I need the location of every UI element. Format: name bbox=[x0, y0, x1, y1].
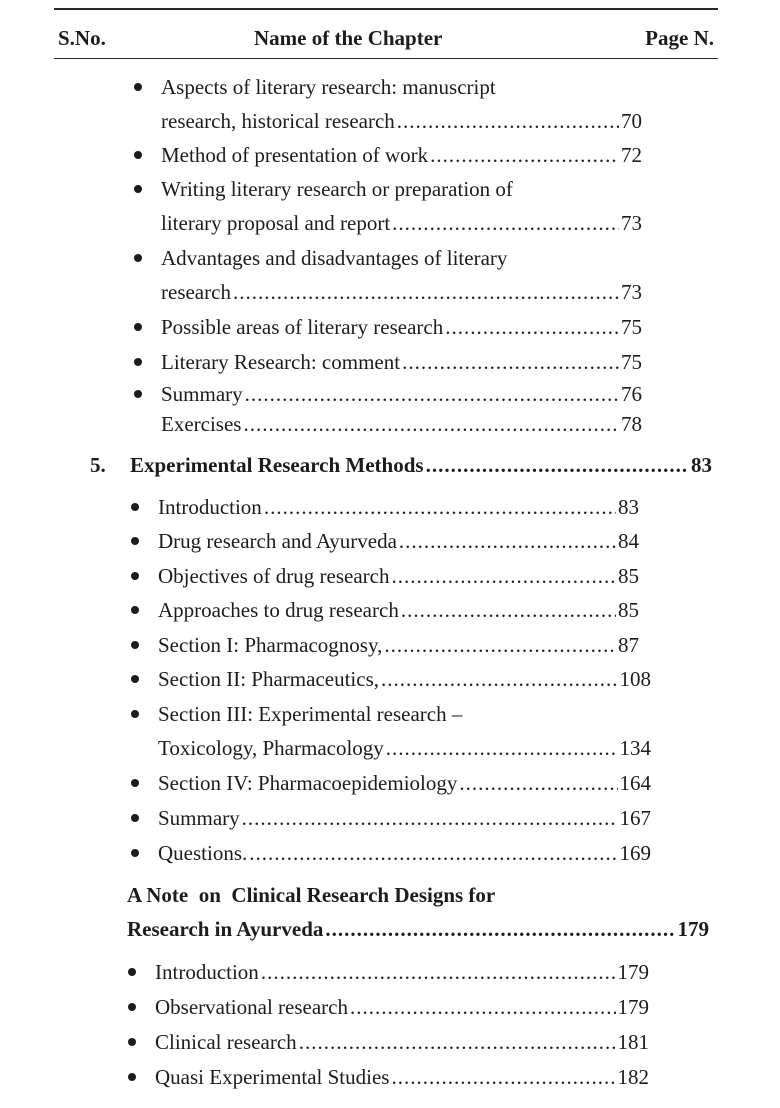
toc-entry: Questions. ..... 169 bbox=[158, 837, 651, 869]
toc-entry-line: Aspects of literary research: manuscript bbox=[161, 75, 496, 99]
chapter-number: 5. bbox=[90, 453, 106, 477]
bullet-icon bbox=[134, 185, 142, 193]
toc-entry: Clinical research ..... 181 bbox=[155, 1026, 649, 1058]
toc-entry: Method of presentation of work ..... 72 bbox=[161, 139, 642, 171]
bullet-icon bbox=[131, 710, 139, 718]
bullet-icon bbox=[131, 779, 139, 787]
toc-entry: Section I: Pharmacognosy, ..... 87 bbox=[158, 629, 639, 661]
bullet-icon bbox=[131, 503, 139, 511]
bullet-icon bbox=[131, 675, 139, 683]
toc-entry: research ..... 73 bbox=[161, 276, 642, 308]
bullet-icon bbox=[128, 968, 136, 976]
toc-entry: Introduction ..... 179 bbox=[155, 956, 649, 988]
bullet-icon bbox=[134, 323, 142, 331]
toc-entry-line: Writing literary research or preparation of bbox=[161, 177, 513, 201]
toc-entry: Objectives of drug research ..... 85 bbox=[158, 560, 639, 592]
toc-entry: Exercises ..... 78 bbox=[161, 408, 642, 440]
toc-entry: Summary ..... 167 bbox=[158, 802, 651, 834]
toc-entry: Drug research and Ayurveda ..... 84 bbox=[158, 525, 639, 557]
toc-entry: Section IV: Pharmacoepidemiology ..... 164 bbox=[158, 767, 651, 799]
bullet-icon bbox=[128, 1003, 136, 1011]
toc-entry: Possible areas of literary research ..... 75 bbox=[161, 311, 642, 343]
toc-entry: Section II: Pharmaceutics, ..... 108 bbox=[158, 663, 651, 695]
bullet-icon bbox=[128, 1038, 136, 1046]
toc-entry-line: Advantages and disadvantages of literary bbox=[161, 246, 508, 270]
note-title: Research in Ayurveda ..... 179 bbox=[127, 913, 709, 945]
toc-entry: research, historical research ..... 70 bbox=[161, 105, 642, 137]
header-sno: S.No. bbox=[58, 26, 106, 50]
header-page: Page N. bbox=[645, 26, 714, 50]
bullet-icon bbox=[131, 641, 139, 649]
bullet-icon bbox=[131, 814, 139, 822]
bullet-icon bbox=[134, 83, 142, 91]
bullet-icon bbox=[134, 358, 142, 366]
bullet-icon bbox=[134, 254, 142, 262]
toc-entry: Introduction ..... 83 bbox=[158, 491, 639, 523]
toc-entry: Toxicology, Pharmacology ..... 134 bbox=[158, 732, 651, 764]
header-rule bbox=[54, 58, 718, 59]
toc-entry-line: Section III: Experimental research – bbox=[158, 702, 463, 726]
bullet-icon bbox=[131, 606, 139, 614]
bullet-icon bbox=[134, 151, 142, 159]
toc-entry: Summary ..... 76 bbox=[161, 378, 642, 410]
toc-entry: Approaches to drug research ..... 85 bbox=[158, 594, 639, 626]
toc-entry: Observational research ..... 179 bbox=[155, 991, 649, 1023]
chapter-title: Experimental Research Methods ..... 83 bbox=[130, 449, 712, 481]
bullet-icon bbox=[134, 390, 142, 398]
toc-entry: Literary Research: comment ..... 75 bbox=[161, 346, 642, 378]
toc-header bbox=[54, 26, 718, 54]
top-rule bbox=[54, 8, 718, 10]
bullet-icon bbox=[131, 537, 139, 545]
header-chapter-name: Name of the Chapter bbox=[254, 26, 443, 50]
toc-entry: Quasi Experimental Studies ..... 182 bbox=[155, 1061, 649, 1093]
note-title-line1: A Note on Clinical Research Designs for bbox=[127, 883, 496, 907]
toc-entry: literary proposal and report ..... 73 bbox=[161, 207, 642, 239]
bullet-icon bbox=[131, 849, 139, 857]
bullet-icon bbox=[131, 572, 139, 580]
bullet-icon bbox=[128, 1073, 136, 1081]
